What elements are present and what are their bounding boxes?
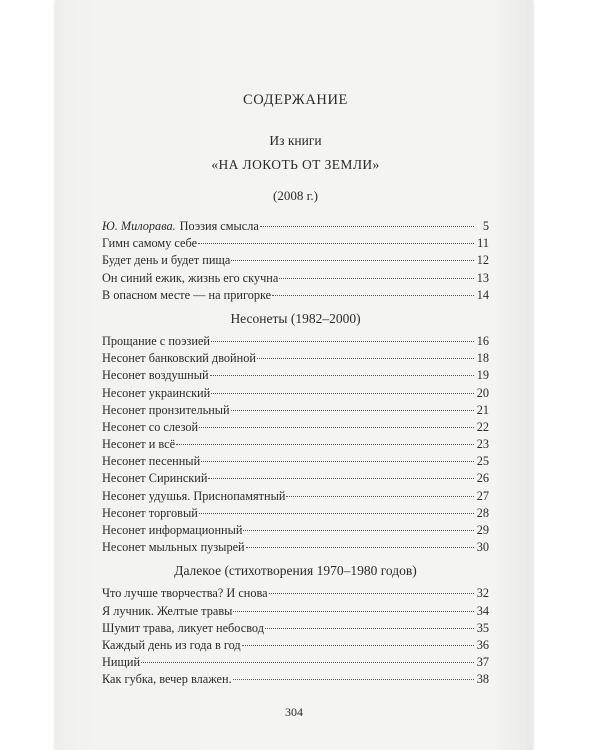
toc-entry: [102, 419, 489, 436]
dot-leader: [199, 513, 474, 514]
dot-leader: [208, 478, 474, 479]
page-number: 304: [285, 705, 303, 719]
section-title-nesonety: Несонеты (1982–2000): [230, 310, 361, 326]
book-title: «НА ЛОКОТЬ ОТ ЗЕМЛИ»: [211, 157, 380, 172]
toc-entry-title: Я лучник. Желтые травы: [102, 603, 233, 618]
toc-entry-title: Нищий: [102, 655, 141, 670]
toc-entry: [102, 333, 489, 350]
dot-leader: [265, 628, 474, 629]
dot-leader: [242, 645, 474, 646]
toc-entry-page: 12: [476, 253, 489, 268]
preface-title: Поэзия смысла: [179, 219, 259, 233]
toc-entry-page: 25: [476, 454, 489, 469]
toc-entry-title: Что лучше творчества? И снова: [102, 586, 268, 601]
toc-entry-title: Несонет пронзительный: [102, 402, 230, 417]
toc-entry-title: Несонет мыльных пузырей: [102, 540, 245, 555]
toc-entry-title: Как губка, вечер влажен.: [102, 672, 232, 687]
toc-entry-page: 32: [476, 586, 489, 601]
toc-entry-page: 27: [476, 488, 489, 503]
table-of-contents: [102, 92, 489, 689]
dot-leader: [243, 530, 474, 531]
toc-entry: [102, 671, 489, 688]
section-entries-dalekoe: [102, 585, 489, 688]
toc-entry-page: 16: [476, 333, 489, 348]
preface-page: 5: [482, 219, 489, 233]
toc-entry-page: 29: [476, 523, 489, 537]
dot-leader: [272, 295, 474, 296]
toc-entry-title: Несонет и всё: [102, 437, 176, 452]
dot-leader: [176, 444, 474, 445]
dot-leader: [260, 226, 474, 227]
toc-entry-title: Он синий ежик, жизнь его скучна: [102, 270, 279, 285]
toc-entry-title: Несонет банковский двойной: [102, 351, 256, 366]
toc-entry-page: 35: [476, 620, 489, 635]
book-page: [55, 0, 533, 750]
toc-entry-page: 30: [476, 540, 489, 555]
toc-entry-title: Каждый день из года в год: [102, 637, 241, 652]
book-year: (2008 г.): [272, 188, 319, 203]
toc-entry: [102, 367, 489, 384]
toc-entry-page: 38: [476, 672, 489, 687]
toc-entry-title: Несонет Сиринский: [102, 471, 208, 486]
toc-entry: [102, 585, 489, 602]
toc-entry-title: Шумит трава, ликует небосвод: [102, 620, 264, 635]
dot-leader: [233, 611, 474, 612]
toc-entry-title: Гимн самому себе: [102, 236, 198, 251]
toc-entry: [102, 522, 489, 539]
toc-entry-title: Несонет удушья. Приснопамятный: [102, 488, 286, 503]
toc-entry-title: Несонет воздушный: [102, 368, 209, 383]
toc-entry: [102, 287, 489, 304]
toc-entry-page: 13: [476, 270, 489, 285]
dot-leader: [233, 679, 474, 680]
toc-entry-preface: [102, 218, 489, 235]
toc-entry-page: 19: [476, 368, 489, 383]
toc-entry: [102, 402, 489, 419]
toc-entry-page: 37: [476, 655, 489, 670]
toc-entry: [102, 488, 489, 505]
dot-leader: [199, 427, 474, 428]
toc-entry-page: 34: [476, 603, 489, 618]
toc-entry-title: Несонет песенный: [102, 454, 201, 469]
dot-leader: [198, 243, 474, 244]
toc-entry-title: Несонет со слезой: [102, 419, 199, 434]
dot-leader: [279, 278, 474, 279]
toc-entry: [102, 654, 489, 671]
dot-leader: [286, 496, 474, 497]
toc-entry-page: 21: [476, 402, 489, 417]
dot-leader: [231, 410, 474, 411]
toc-entry: [102, 350, 489, 367]
toc-entry: [102, 620, 489, 637]
dot-leader: [257, 358, 474, 359]
toc-entry: [102, 235, 489, 252]
toc-entry: [102, 270, 489, 287]
dot-leader: [210, 375, 474, 376]
toc-entry-page: 28: [476, 505, 489, 520]
toc-title: СОДЕРЖАНИЕ: [243, 92, 348, 108]
toc-entry-title: Прощание с поэзией: [102, 333, 210, 348]
toc-entry-page: 23: [476, 437, 489, 452]
toc-entry: [102, 453, 489, 470]
toc-entry-title: Будет день и будет пища: [102, 253, 231, 268]
toc-entry: [102, 436, 489, 453]
intro-entries: [102, 218, 489, 304]
toc-entry: [102, 603, 489, 620]
toc-entry-page: 11: [477, 236, 489, 251]
dot-leader: [246, 547, 474, 548]
toc-entry-page: 36: [476, 637, 489, 652]
dot-leader: [211, 393, 474, 394]
toc-entry-page: 22: [476, 419, 489, 434]
toc-entry-page: 18: [476, 351, 489, 366]
toc-entry: [102, 539, 489, 556]
toc-entry: [102, 637, 489, 654]
dot-leader: [231, 260, 474, 261]
toc-entry-page: 20: [476, 385, 489, 400]
toc-entry-page: 14: [476, 287, 489, 302]
section-title-dalekoe: Далекое (стихотворения 1970–1980 годов): [174, 563, 417, 579]
toc-entry-title: Несонет торговый: [102, 505, 198, 520]
dot-leader: [211, 341, 474, 342]
dot-leader: [141, 662, 474, 663]
book-intro: Из книги: [269, 133, 322, 148]
section-entries-nesonety: [102, 333, 489, 556]
toc-entry: [102, 470, 489, 487]
toc-entry-page: 26: [476, 471, 489, 486]
toc-entry-title: Несонет украинский: [102, 385, 211, 400]
preface-author: Ю. Милорава.: [102, 219, 176, 233]
dot-leader: [269, 593, 474, 594]
toc-entry: [102, 505, 489, 522]
toc-entry-title: В опасном месте — на пригорке: [102, 287, 272, 302]
toc-entry: [102, 385, 489, 402]
toc-entry: [102, 252, 489, 269]
toc-entry-title: Несонет информационный: [102, 523, 243, 537]
dot-leader: [201, 461, 474, 462]
